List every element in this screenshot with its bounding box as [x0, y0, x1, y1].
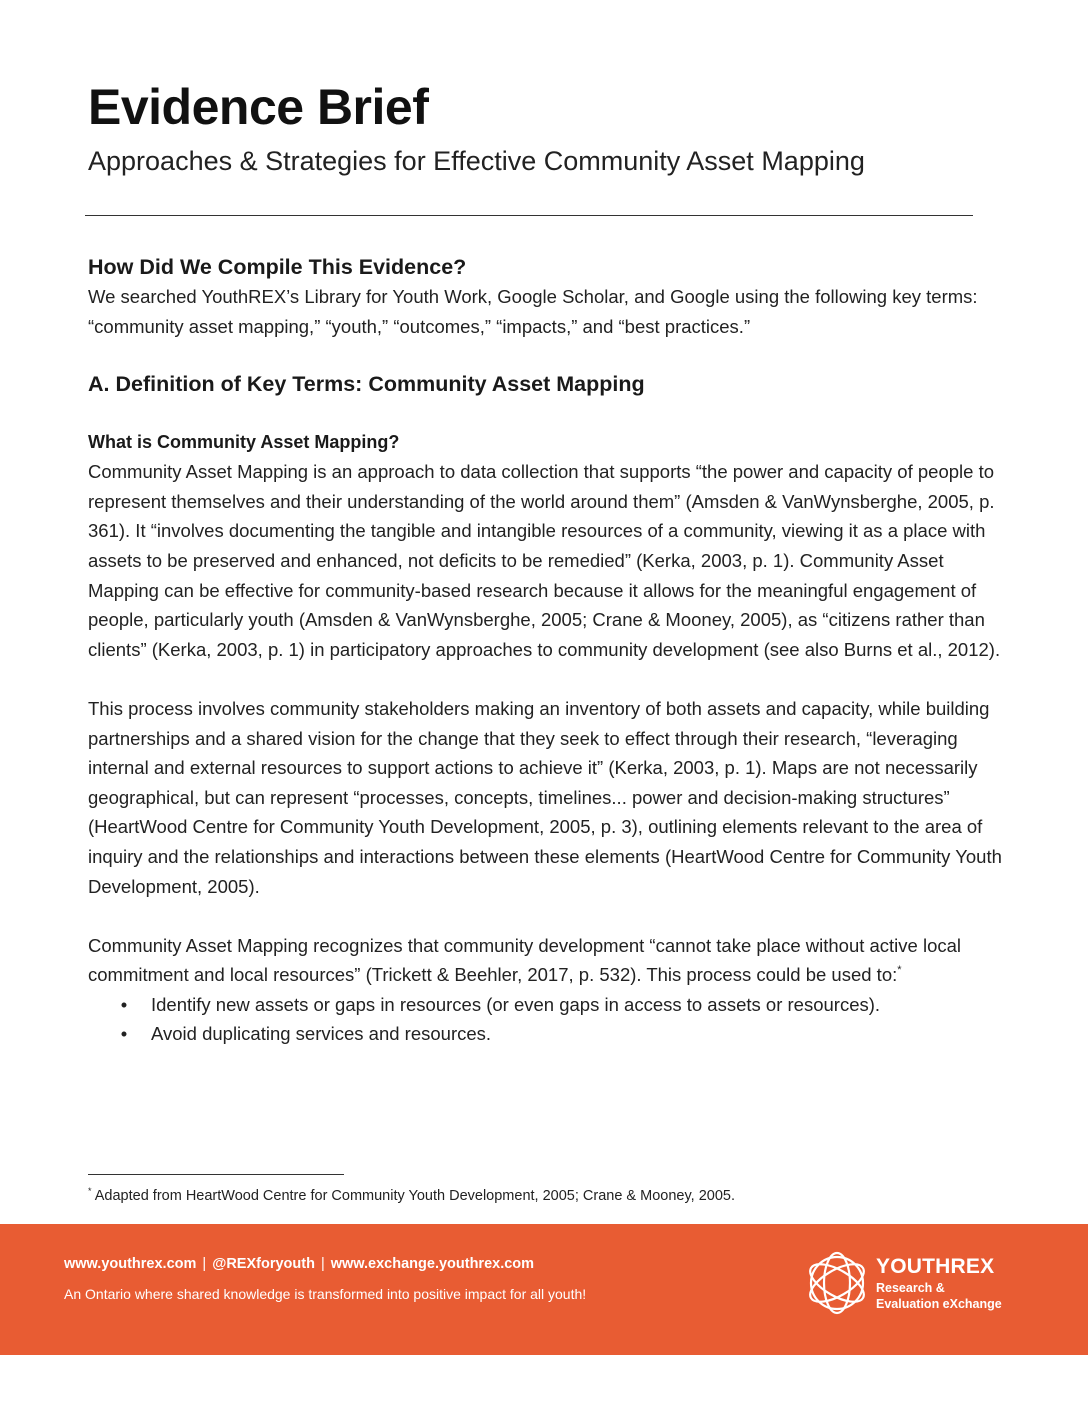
section-heading-compile: How Did We Compile This Evidence?	[88, 255, 467, 279]
definition-paragraph-1: Community Asset Mapping is an approach to data collection that supports “the power and capacity of people to represent themselves and their understanding of the world around them” (Amsden & VanWynsberghe, 2005, p. 361). It “involves documenting the tangible and intangible resources of a community, viewing it as a place with assets to be preserved and enhanced, not deficits to be remedied” (Kerka, 2003, p. 1). Community Asset Mapping can be effective for community-based research because it allows for the meaningful engagement of people, particularly youth (Amsden & VanWynsberghe, 2005; Crane & Mooney, 2005), as “citizens rather than clients” (Kerka, 2003, p. 1) in participatory approaches to community development (see also Burns et al., 2012).	[88, 461, 1001, 660]
footer-link-exchange[interactable]: www.exchange.youthrex.com	[330, 1256, 535, 1272]
paragraph-3-text: Community Asset Mapping recognizes that community development “cannot take place without active local commitment and local resources” (Trickett & Beehler, 2017, p. 532). This process could be used to:	[88, 934, 962, 986]
youthrex-rings-logo-icon	[802, 1248, 872, 1318]
footer-tagline: An Ontario where shared knowledge is transformed into positive impact for all youth!	[64, 1286, 587, 1302]
footnote-divider	[88, 1174, 344, 1175]
footnote-marker: *	[88, 1186, 92, 1196]
page-subtitle: Approaches & Strategies for Effective Community Asset Mapping	[88, 146, 865, 176]
header-divider	[85, 215, 973, 216]
bullet-glyph: •	[120, 993, 128, 1015]
footnote	[88, 1188, 735, 1204]
footer-links	[64, 1256, 534, 1272]
footer-separator: |	[202, 1256, 207, 1272]
logo-tagline-line-1: Research &	[876, 1281, 945, 1295]
list-item-text: Avoid duplicating services and resources.	[151, 1023, 492, 1045]
footer-separator: |	[320, 1256, 325, 1272]
definition-paragraph-2: This process involves community stakeholders making an inventory of both assets and capacity, while building partnerships and a shared vision for the change that they seek to effect through their research, “leveraging internal and external resources to support actions to achieve it” (Kerka, 2003, p. 1). Maps are not necessarily geographical, but can represent “processes, concepts, timelines... power and decision-making structures” (HeartWood Centre for Community Youth Development, 2005, p. 3), outlining elements relevant to the area of inquiry and the relationships and interactions between these elements (HeartWood Centre for Community Youth Development, 2005).	[88, 697, 1002, 897]
definition-paragraph-3	[88, 931, 1008, 990]
footer-link-website[interactable]: www.youthrex.com	[64, 1256, 197, 1272]
footnote-reference[interactable]: *	[897, 964, 902, 977]
page-footer	[0, 1224, 1088, 1355]
bullet-glyph: •	[120, 1023, 128, 1045]
uses-bullet-list	[88, 990, 1008, 1049]
page-title: Evidence Brief	[88, 79, 429, 135]
document-body	[88, 252, 1008, 1049]
logo-tagline-line-2: Evaluation eXchange	[876, 1297, 1002, 1311]
footnote-text: Adapted from HeartWood Centre for Community Youth Development, 2005; Crane & Mooney, 2005.	[91, 1188, 735, 1204]
list-item-text: Identify new assets or gaps in resources (or even gaps in access to assets or resources).	[151, 993, 881, 1015]
subheading-what-is: What is Community Asset Mapping?	[88, 432, 400, 453]
list-item	[88, 990, 1008, 1020]
section-compile-body: We searched YouthREX’s Library for Youth Work, Google Scholar, and Google using the following key terms: “community asset mapping,” “youth,” “outcomes,” “impacts,” and “best practices.”	[88, 286, 978, 337]
logo-name: YOUTHREX	[876, 1255, 995, 1278]
section-heading-definition: A. Definition of Key Terms: Community Asset Mapping	[88, 372, 645, 397]
list-item	[88, 1019, 1008, 1049]
footer-link-twitter[interactable]: @REXforyouth	[212, 1256, 315, 1272]
